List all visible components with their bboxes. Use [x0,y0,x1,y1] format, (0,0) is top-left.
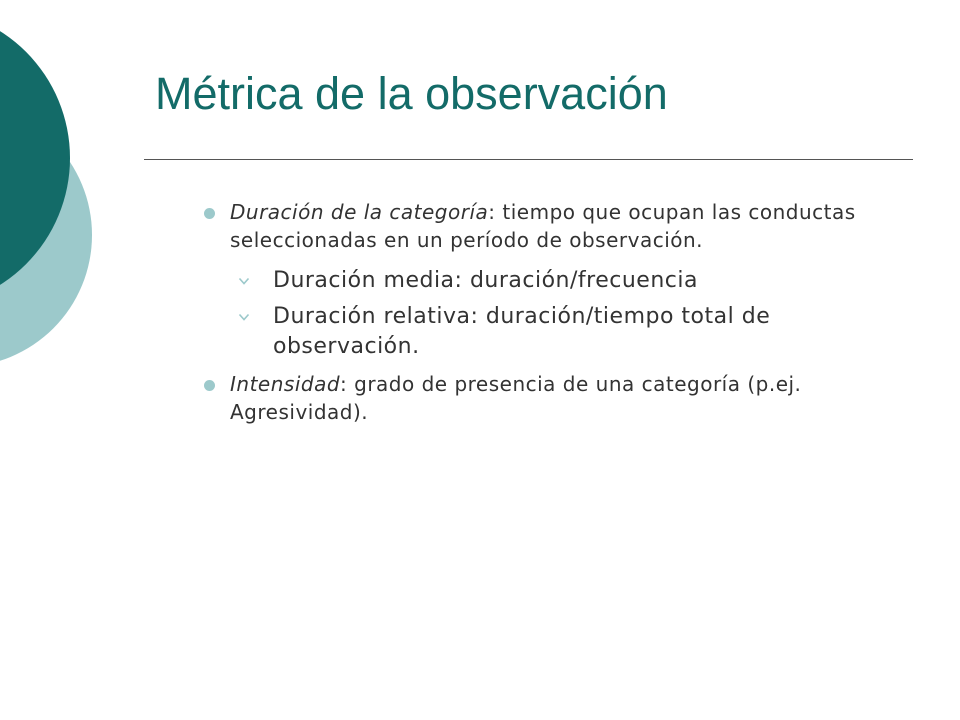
bullet-term: Intensidad [230,372,341,396]
slide-content [198,198,878,426]
bullet-intensidad [198,370,878,426]
sub-bullet-text: Duración relativa: duración/tiempo total de observación. [273,304,771,359]
title-divider [144,159,913,160]
bullet-text: : tiempo que ocupan las conductas seleccionadas en un período de observación. [230,200,856,252]
bullet-text: : grado de presencia de una categoría (p.ej. Agresividad). [230,372,802,424]
bullet-duracion-categoria [198,198,860,254]
sub-bullet-list [198,266,878,362]
sub-bullet-duracion-media [238,266,878,296]
chevron-icon [238,311,250,323]
slide-title: Métrica de la observación [155,68,668,119]
bullet-dot-icon [204,380,215,391]
sub-bullet-text: Duración media: duración/frecuencia [273,268,698,293]
bullet-dot-icon [204,208,215,219]
decorative-circles [0,0,120,400]
chevron-icon [238,275,250,287]
bullet-term: Duración de la categoría [230,200,489,224]
sub-bullet-duracion-relativa [238,302,878,362]
